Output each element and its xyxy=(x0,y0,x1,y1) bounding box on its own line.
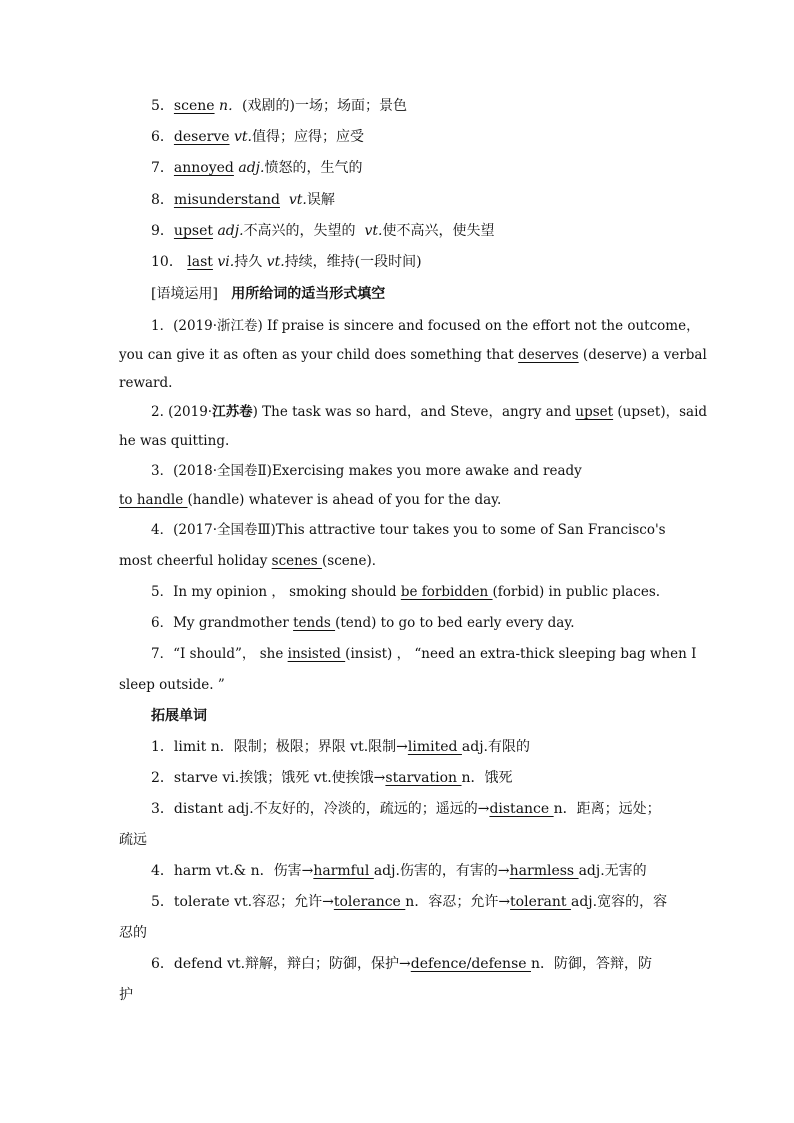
text: (handle) whatever is ahead of you for the day. xyxy=(187,492,502,508)
expand-item-2 xyxy=(151,769,513,787)
section-heading-expand: 拓展单词 xyxy=(151,708,207,724)
meaning: 不高兴的，失望的 xyxy=(243,223,356,239)
vocab-item-9 xyxy=(151,222,494,240)
context-item-7-line-1 xyxy=(151,645,697,663)
text: 6．My grandmother xyxy=(151,615,294,631)
context-item-1-line-1 xyxy=(151,317,700,335)
vocab-word: misunderstand xyxy=(173,192,280,208)
item-number: 5． xyxy=(151,98,174,114)
section-heading-context xyxy=(151,285,385,303)
text: 5．In my opinion ， smoking should xyxy=(151,584,401,600)
text: 疏远 xyxy=(119,832,147,848)
answer: starvation xyxy=(385,770,462,786)
part-of-speech: vt. xyxy=(288,192,307,208)
item-number: 6． xyxy=(151,129,174,145)
vocab-item-8 xyxy=(151,191,335,209)
text: adj.无害的 xyxy=(578,863,647,879)
context-item-3-line-2 xyxy=(119,491,501,509)
text: 4．harm vt.& n．伤害→ xyxy=(151,863,314,879)
answer: deserves xyxy=(518,347,579,363)
text: most cheerful holiday xyxy=(119,553,272,569)
context-item-4-line-2 xyxy=(119,552,385,570)
text: n．防御，答辩，防 xyxy=(531,956,653,972)
answer-2: tolerant xyxy=(510,894,571,910)
expand-item-3-line-1 xyxy=(151,800,661,818)
expand-item-1 xyxy=(151,738,530,756)
text: 忍的 xyxy=(119,925,147,941)
part-of-speech: adj. xyxy=(217,223,244,239)
item-number: 8． xyxy=(151,192,174,208)
text: n．容忍；允许→ xyxy=(405,894,511,910)
answer: scenes xyxy=(271,553,323,569)
expand-item-4 xyxy=(151,862,647,880)
text: 4．(2017·全国卷Ⅲ)This attractive tour takes you to some of San Francisco's xyxy=(151,522,666,538)
text: adj.伤害的，有害的→ xyxy=(373,863,510,879)
context-item-7-line-2 xyxy=(119,676,225,694)
vocab-word: last xyxy=(187,254,213,270)
meaning: 值得；应得；应受 xyxy=(251,129,364,145)
text: (tend) to go to bed early every day. xyxy=(335,615,575,631)
text: 2．starve vi.挨饿；饿死 vt.使挨饿→ xyxy=(151,770,386,786)
text: 7．“I should”， she xyxy=(151,646,288,662)
vocab-word: annoyed xyxy=(173,160,234,176)
part-of-speech: vt. xyxy=(233,129,252,145)
answer: upset xyxy=(575,404,614,420)
part-of-speech-2: vt. xyxy=(364,223,383,239)
expand-item-5-line-1 xyxy=(151,893,667,911)
text: reward. xyxy=(119,375,173,391)
text: he was quitting. xyxy=(119,433,230,449)
item-number: 9． xyxy=(151,223,174,239)
source-label: 江苏卷 xyxy=(212,404,253,420)
vocab-item-7 xyxy=(151,159,362,177)
vocab-item-10 xyxy=(151,253,422,271)
heading-text: 用所给词的适当形式填空 xyxy=(231,286,386,302)
context-item-2-line-1 xyxy=(151,403,707,421)
answer: tends xyxy=(293,615,336,631)
text: sleep outside. ” xyxy=(119,677,225,693)
text: 5．tolerate vt.容忍；允许→ xyxy=(151,894,334,910)
vocab-word: upset xyxy=(173,223,213,239)
meaning: 误解 xyxy=(306,192,335,208)
text: adj.宽容的，容 xyxy=(571,894,668,910)
answer: insisted xyxy=(287,646,346,662)
vocab-word: scene xyxy=(173,98,215,114)
item-number: 7． xyxy=(151,160,174,176)
text: 3．(2018·全国卷Ⅱ)Exercising makes you more awake and ready xyxy=(151,463,582,479)
meaning-2: 使不高兴，使失望 xyxy=(382,223,495,239)
answer: to handle xyxy=(119,492,188,508)
vocab-item-6 xyxy=(151,128,364,146)
context-item-1-line-2 xyxy=(119,346,707,364)
part-of-speech-2: vt. xyxy=(266,254,285,270)
text: (scene)． xyxy=(322,553,386,569)
answer: tolerance xyxy=(333,894,406,910)
text: (deserve) a verbal xyxy=(578,347,707,363)
part-of-speech: n． xyxy=(219,98,243,114)
text: 6．defend vt.辩解，辩白；防御，保护→ xyxy=(151,956,411,972)
vocab-word: deserve xyxy=(173,129,230,145)
text: 3．distant adj.不友好的，冷淡的，疏远的；遥远的→ xyxy=(151,801,490,817)
context-item-4-line-1 xyxy=(151,521,666,539)
part-of-speech: vi. xyxy=(217,254,235,270)
text: 2. (2019· xyxy=(151,404,213,420)
heading-bracket: [语境运用] xyxy=(151,286,218,302)
text: (forbid) in public places. xyxy=(492,584,661,600)
vocab-item-5 xyxy=(151,97,407,115)
meaning: 愤怒的，生气的 xyxy=(264,160,363,176)
context-item-5 xyxy=(151,583,660,601)
text: ) The task was so hard，and Steve，angry and xyxy=(252,404,576,420)
answer: harmful xyxy=(313,863,374,879)
expand-item-5-line-2 xyxy=(119,924,147,942)
expand-item-6-line-1 xyxy=(151,955,652,973)
context-item-1-line-3 xyxy=(119,374,172,392)
part-of-speech: adj. xyxy=(238,160,265,176)
context-item-6 xyxy=(151,614,575,632)
text: you can give it as often as your child does something that xyxy=(119,347,519,363)
answer: distance xyxy=(489,801,554,817)
meaning-2: 持续，维持(一段时间) xyxy=(284,254,422,270)
answer: limited xyxy=(407,739,462,755)
text: (upset)，said xyxy=(613,404,708,420)
meaning: (戏剧的)一场；场面；景色 xyxy=(242,98,407,114)
context-item-2-line-2 xyxy=(119,432,229,450)
text: (insist) ， “need an extra-thick sleeping bag when I xyxy=(345,646,697,662)
meaning: 持久 xyxy=(234,254,263,270)
expand-item-3-line-2 xyxy=(119,831,147,849)
text: n．距离；远处； xyxy=(553,801,661,817)
expand-item-6-line-2 xyxy=(119,986,133,1004)
answer: be forbidden xyxy=(400,584,493,600)
text: 护 xyxy=(119,987,133,1003)
text: adj.有限的 xyxy=(461,739,531,755)
text: 1．(2019·浙江卷) If praise is sincere and focused on the effort not the outcome， xyxy=(151,318,700,334)
answer: defence/defense xyxy=(410,956,531,972)
text: 1．limit n．限制；极限；界限 vt.限制→ xyxy=(151,739,408,755)
text: n．饿死 xyxy=(461,770,513,786)
context-item-3-line-1 xyxy=(151,462,582,480)
answer-2: harmless xyxy=(509,863,579,879)
item-number: 10． xyxy=(151,254,183,270)
